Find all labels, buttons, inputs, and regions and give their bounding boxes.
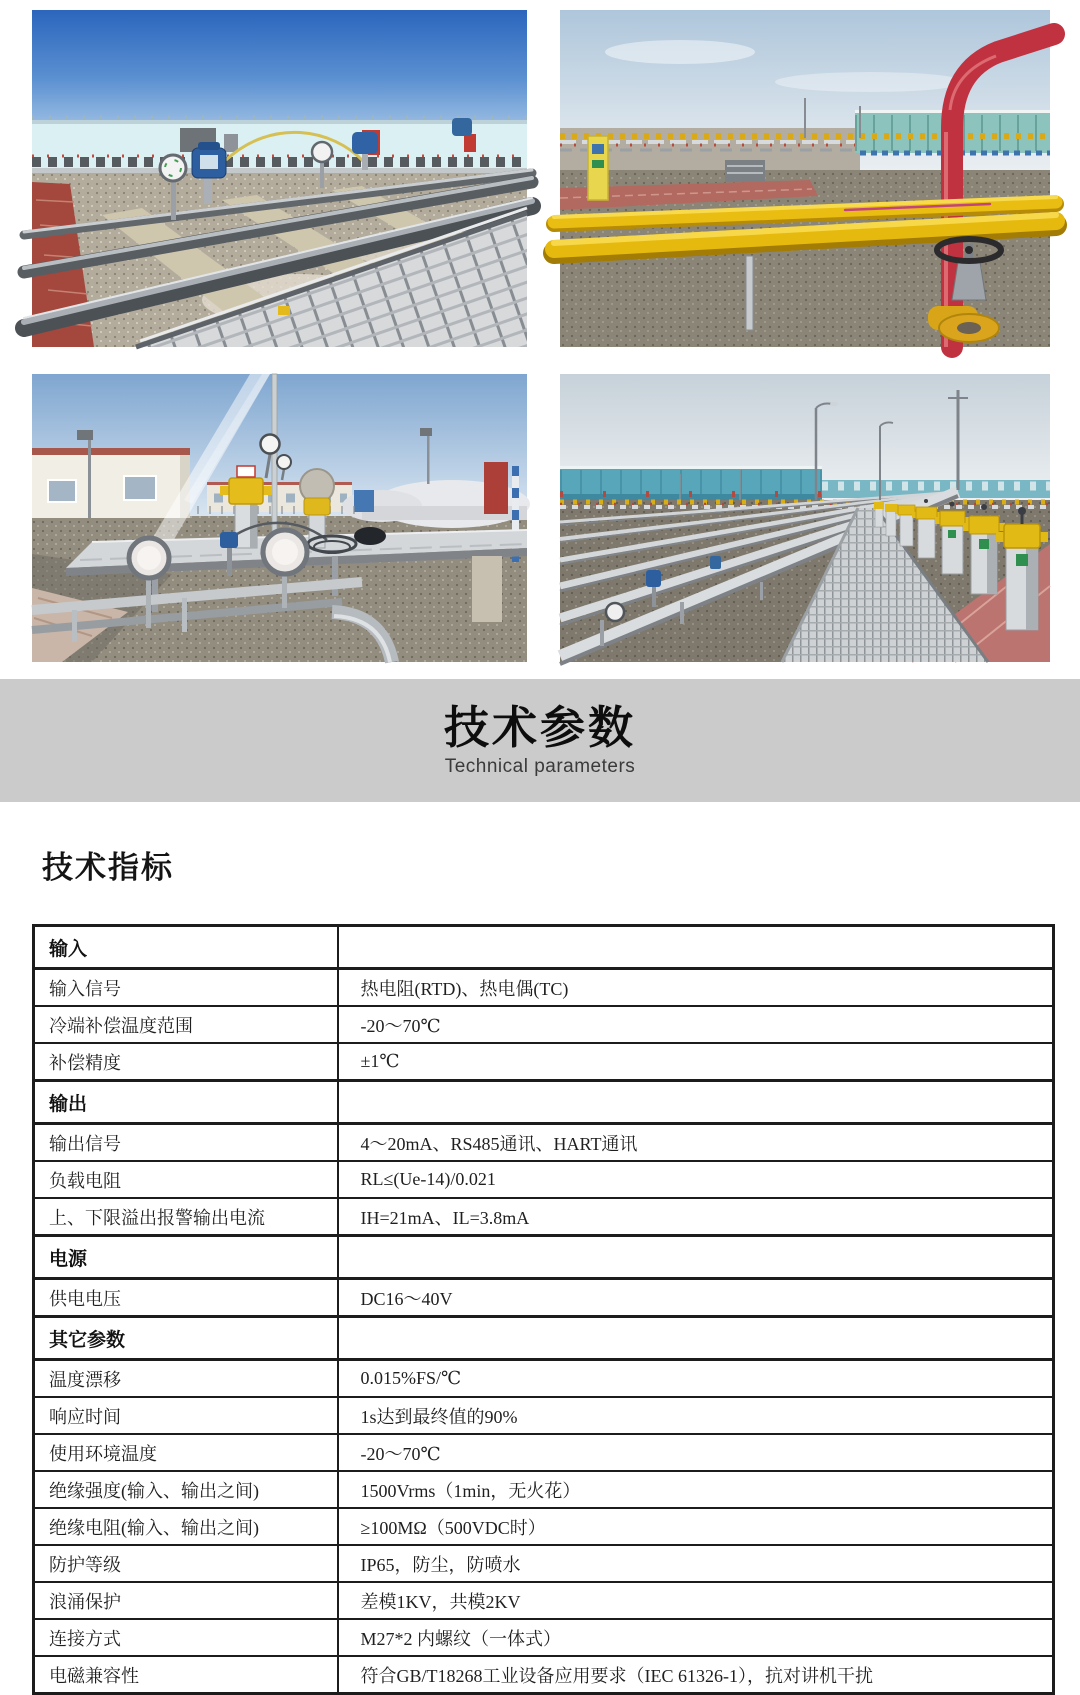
spec-row-insulation-strength	[34, 1471, 1054, 1508]
spec-value-cell: 0.015%FS/℃	[338, 1360, 1054, 1398]
spec-row-compensation-accuracy	[34, 1043, 1054, 1081]
spec-row-alarm-output-current	[34, 1198, 1054, 1236]
spec-label-cell: 电源	[34, 1236, 338, 1279]
spec-value-cell	[338, 1236, 1054, 1279]
spec-label-cell: 其它参数	[34, 1317, 338, 1360]
site-photo-metering-skid-gauges	[32, 374, 527, 662]
site-photo-yellow-pipeline-red-riser	[560, 10, 1050, 347]
spec-value-cell: 差模1KV，共模2KV	[338, 1582, 1054, 1619]
spec-value-cell	[338, 1317, 1054, 1360]
spec-row-response-time	[34, 1397, 1054, 1434]
spec-row-insulation-resistance	[34, 1508, 1054, 1545]
spec-value-cell: 1s达到最终值的90%	[338, 1397, 1054, 1434]
spec-label-cell: 浪涌保护	[34, 1582, 338, 1619]
spec-value-cell: -20～70℃	[338, 1434, 1054, 1471]
spec-section-heading: 技术指标	[42, 850, 174, 885]
spec-label-cell: 输出	[34, 1081, 338, 1124]
spec-label-cell: 冷端补偿温度范围	[34, 1006, 338, 1043]
spec-label-cell: 补偿精度	[34, 1043, 338, 1081]
spec-row-cold-junction-range	[34, 1006, 1054, 1043]
spec-value-cell: 4～20mA、RS485通讯、HART通讯	[338, 1124, 1054, 1162]
spec-row-supply-voltage	[34, 1279, 1054, 1317]
spec-label-cell: 温度漂移	[34, 1360, 338, 1398]
spec-value-cell: IP65，防尘，防喷水	[338, 1545, 1054, 1582]
spec-value-cell	[338, 926, 1054, 969]
spec-section-row-other-parameters	[34, 1317, 1054, 1360]
spec-row-ambient-temperature	[34, 1434, 1054, 1471]
spec-label-cell: 电磁兼容性	[34, 1656, 338, 1694]
spec-label-cell: 绝缘强度(输入、输出之间)	[34, 1471, 338, 1508]
site-photo-grid	[0, 0, 1080, 662]
site-photo-pipeline-transmitters	[32, 10, 527, 347]
spec-value-cell: DC16～40V	[338, 1279, 1054, 1317]
spec-section-row-output	[34, 1081, 1054, 1124]
spec-value-cell: RL≤(Ue-14)/0.021	[338, 1161, 1054, 1198]
spec-section-row-input	[34, 926, 1054, 969]
spec-table	[32, 924, 1055, 1695]
spec-value-cell: 热电阻(RTD)、热电偶(TC)	[338, 969, 1054, 1007]
spec-row-protection-rating	[34, 1545, 1054, 1582]
spec-value-cell: ≥100MΩ（500VDC时）	[338, 1508, 1054, 1545]
section-banner-technical-parameters	[0, 679, 1080, 802]
spec-value-cell	[338, 1081, 1054, 1124]
spec-row-temperature-drift	[34, 1360, 1054, 1398]
spec-value-cell: IH=21mA、IL=3.8mA	[338, 1198, 1054, 1236]
spec-row-surge-protection	[34, 1582, 1054, 1619]
spec-label-cell: 使用环境温度	[34, 1434, 338, 1471]
spec-row-load-resistance	[34, 1161, 1054, 1198]
spec-value-cell: ±1℃	[338, 1043, 1054, 1081]
spec-label-cell: 绝缘电阻(输入、输出之间)	[34, 1508, 338, 1545]
spec-label-cell: 输入	[34, 926, 338, 969]
banner-subtitle: Technical parameters	[444, 755, 636, 777]
spec-row-emc	[34, 1656, 1054, 1694]
spec-label-cell: 响应时间	[34, 1397, 338, 1434]
spec-label-cell: 供电电压	[34, 1279, 338, 1317]
spec-value-cell: 1500Vrms（1min，无火花）	[338, 1471, 1054, 1508]
spec-label-cell: 上、下限溢出报警输出电流	[34, 1198, 338, 1236]
spec-section-row-power	[34, 1236, 1054, 1279]
spec-label-cell: 防护等级	[34, 1545, 338, 1582]
spec-label-cell: 连接方式	[34, 1619, 338, 1656]
spec-value-cell: M27*2 内螺纹（一体式）	[338, 1619, 1054, 1656]
site-photo-wellhead-valve-rows	[560, 374, 1050, 662]
spec-row-input-signal	[34, 969, 1054, 1007]
spec-label-cell: 输出信号	[34, 1124, 338, 1162]
banner-title: 技术参数	[443, 702, 636, 754]
spec-row-connection-type	[34, 1619, 1054, 1656]
spec-row-output-signal	[34, 1124, 1054, 1162]
spec-value-cell: -20～70℃	[338, 1006, 1054, 1043]
spec-label-cell: 输入信号	[34, 969, 338, 1007]
spec-value-cell: 符合GB/T18268工业设备应用要求（IEC 61326-1），抗对讲机干扰	[338, 1656, 1054, 1694]
spec-label-cell: 负载电阻	[34, 1161, 338, 1198]
